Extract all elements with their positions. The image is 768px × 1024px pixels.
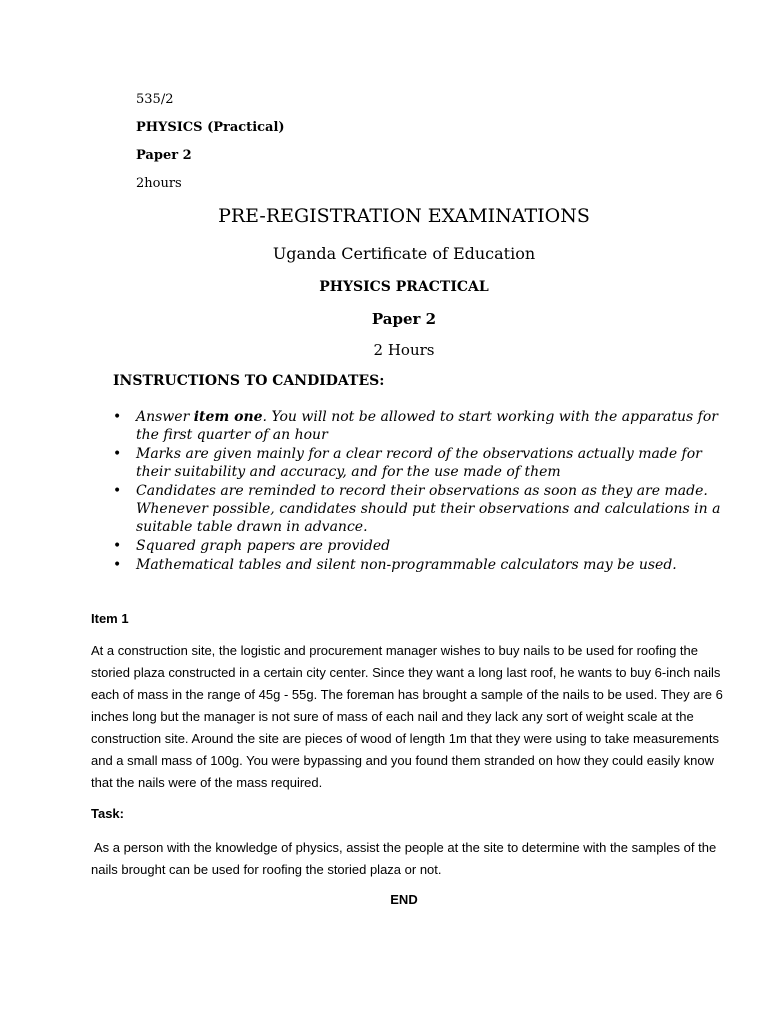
instructions-list (113, 408, 723, 575)
exam-title: PRE-REGISTRATION EXAMINATIONS (218, 205, 590, 227)
task-heading: Task: (91, 806, 124, 821)
instruction-item: • Squared graph papers are provided (113, 538, 391, 554)
paper-code: 535/2 (136, 92, 174, 107)
bullet-icon: • (113, 446, 122, 462)
bullet-icon: • (113, 538, 122, 554)
bullet-icon: • (113, 409, 122, 425)
instructions-heading: INSTRUCTIONS TO CANDIDATES: (113, 373, 385, 389)
instruction-item: • Answer item one. You will not be allowed to start working with the apparatus for the first quarter of an hour (113, 409, 718, 443)
bullet-icon: • (113, 483, 122, 499)
duration-title: 2 Hours (373, 341, 435, 359)
bullet-icon: • (113, 557, 122, 573)
certificate-title: Uganda Certificate of Education (272, 244, 536, 263)
subject-line: PHYSICS (Practical) (136, 120, 285, 135)
item-scenario: At a construction site, the logistic and procurement manager wishes to buy nails to be used for roofing the storied plaza constructed in a certain city center. Since they want a long last roof, he wants to buy 6-inch nails each of mass in the range of 45g - 55g. The foreman has brought a sample of the nails to be used. They are 6 inches long but the manager is not sure of mass of each nail and they lack any sort of weight scale at the construction site. Around the site are pieces of wood of length 1m that they were using to take measurements and a small mass of 100g. You were bypassing and you found them stranded on how they could easily know that the nails were of the mass required. (91, 643, 723, 790)
paper-line: Paper 2 (136, 148, 192, 163)
item-heading: Item 1 (91, 611, 129, 626)
paper-title: Paper 2 (371, 310, 437, 328)
instruction-item: • Mathematical tables and silent non-programmable calculators may be used. (113, 557, 677, 573)
subject-title: PHYSICS PRACTICAL (319, 279, 489, 295)
task-text: As a person with the knowledge of physics, assist the people at the site to determine with the samples of the nails brought can be used for roofing the storied plaza or not. (91, 840, 717, 877)
instruction-item: • Candidates are reminded to record their observations as soon as they are made. Whenever possible, candidates should put their observations and calculations in a suitable table drawn in advance. (113, 483, 721, 535)
duration-line: 2hours (136, 176, 182, 191)
end-marker: END (390, 892, 418, 907)
instruction-item: • Marks are given mainly for a clear record of the observations actually made for their suitability and accuracy, and for the use made of them (113, 446, 702, 480)
